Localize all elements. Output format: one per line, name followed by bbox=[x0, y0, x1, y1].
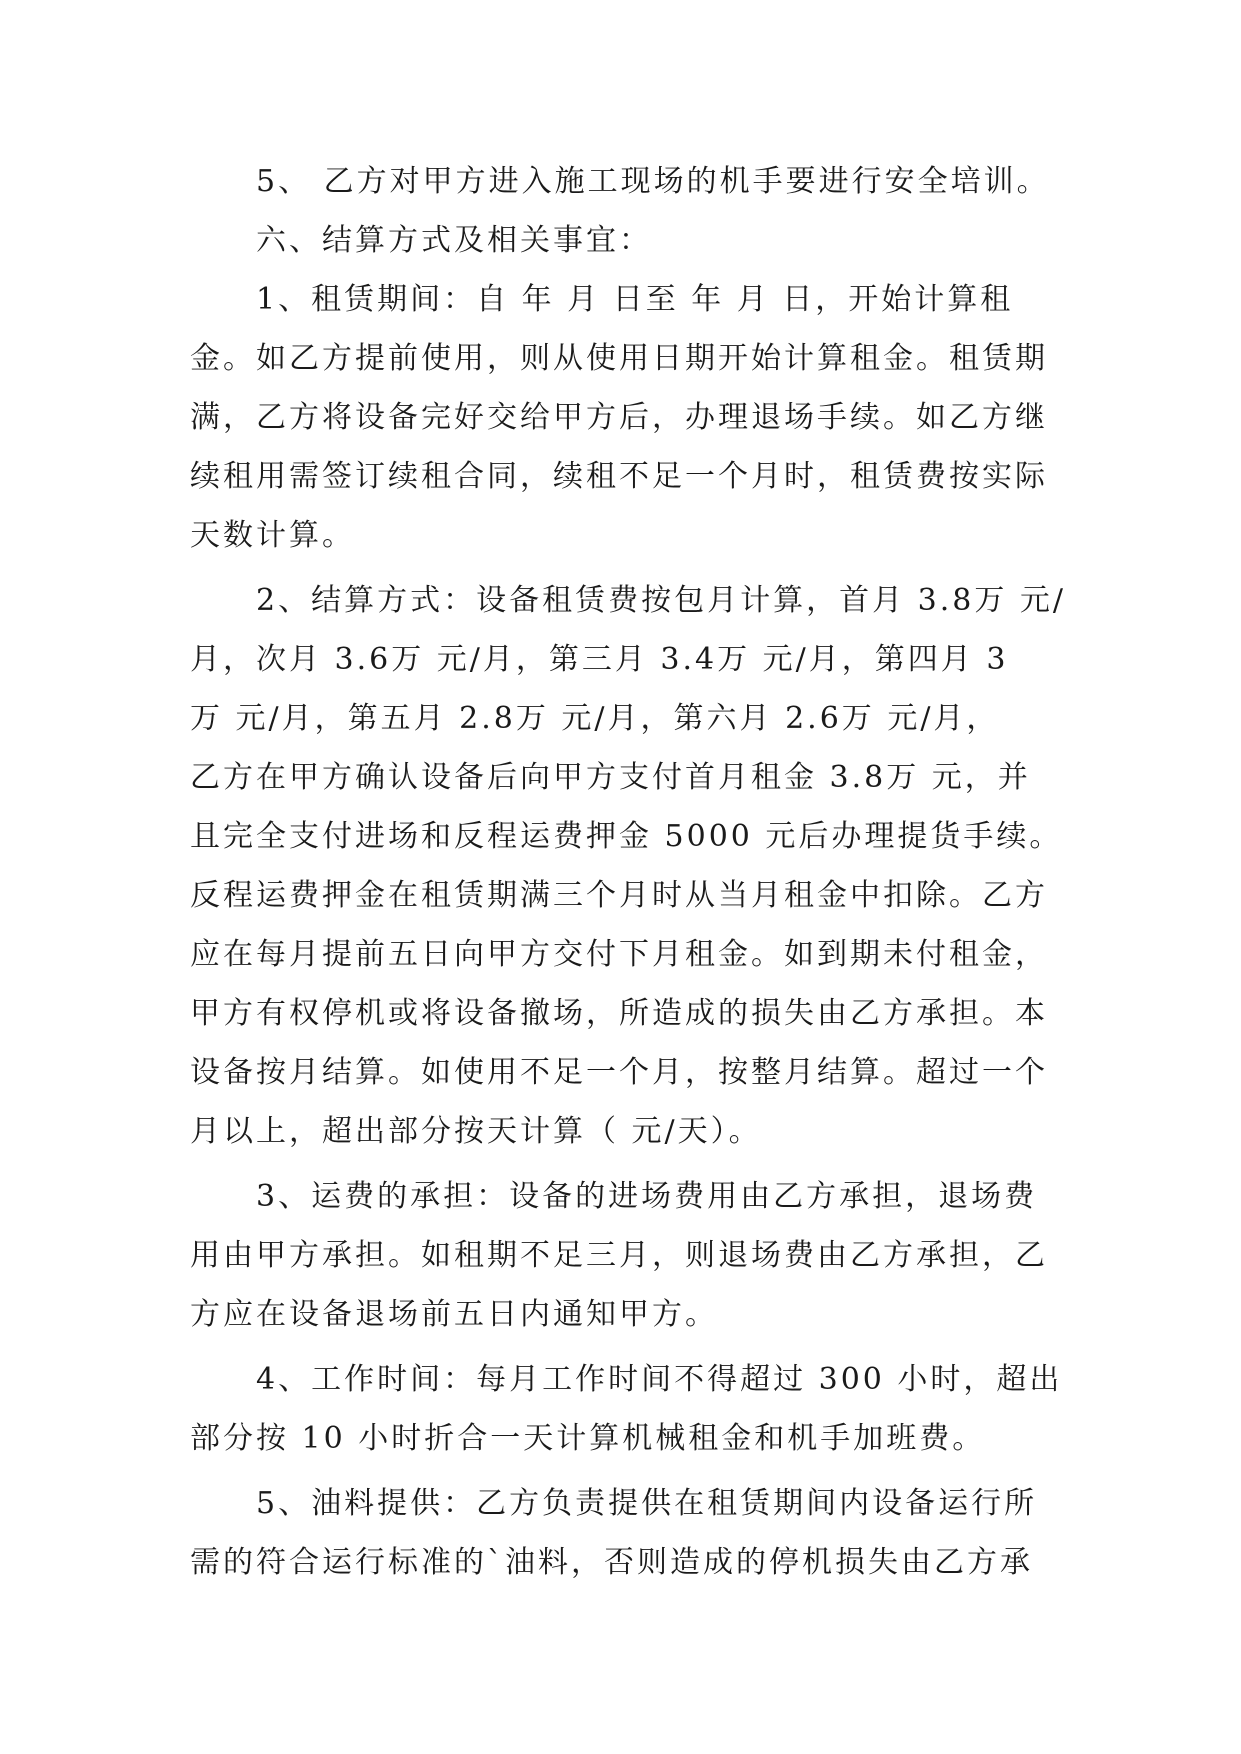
clause-3-line-1: 3、运费的承担：设备的进场费用由乙方承担，退场费 bbox=[256, 1179, 1038, 1214]
clause-3-line-3: 方应在设备退场前五日内通知甲方。 bbox=[190, 1297, 718, 1332]
clause-5-fuel-line-2: 需的符合运行标准的`油料，否则造成的停机损失由乙方承 bbox=[190, 1545, 1033, 1580]
clause-2-line-4: 乙方在甲方确认设备后向甲方支付首月租金 3.8万 元，并 bbox=[190, 760, 1031, 795]
clause-2-line-3: 万 元/月，第五月 2.8万 元/月，第六月 2.6万 元/月， bbox=[190, 701, 1000, 736]
clause-1-line-2: 金。如乙方提前使用，则从使用日期开始计算租金。租赁期 bbox=[190, 341, 1048, 376]
clause-1-line-5: 天数计算。 bbox=[190, 518, 355, 553]
clause-2-line-8: 甲方有权停机或将设备撤场，所造成的损失由乙方承担。本 bbox=[190, 996, 1048, 1031]
clause-3-line-2: 用由甲方承担。如租期不足三月，则退场费由乙方承担，乙 bbox=[190, 1238, 1048, 1273]
clause-2-line-5: 且完全支付进场和反程运费押金 5000 元后办理提货手续。 bbox=[190, 819, 1063, 854]
clause-2-line-1: 2、结算方式：设备租赁费按包月计算，首月 3.8万 元/ bbox=[256, 583, 1066, 618]
clause-5-fuel-line-1: 5、油料提供：乙方负责提供在租赁期间内设备运行所 bbox=[256, 1486, 1038, 1521]
clause-2-line-7: 应在每月提前五日向甲方交付下月租金。如到期未付租金， bbox=[190, 937, 1048, 972]
clause-1-line-4: 续租用需签订续租合同，续租不足一个月时，租赁费按实际 bbox=[190, 459, 1048, 494]
clause-4-line-2: 部分按 10 小时折合一天计算机械租金和机手加班费。 bbox=[190, 1421, 986, 1456]
clause-2-line-6: 反程运费押金在租赁期满三个月时从当月租金中扣除。乙方 bbox=[190, 878, 1048, 913]
section-6-heading: 六、结算方式及相关事宜： bbox=[256, 223, 652, 258]
clause-2-line-9: 设备按月结算。如使用不足一个月，按整月结算。超过一个 bbox=[190, 1055, 1048, 1090]
clause-2-line-2: 月，次月 3.6万 元/月，第三月 3.4万 元/月，第四月 3 bbox=[190, 642, 1009, 677]
clause-2-line-10: 月以上，超出部分按天计算（ 元/天）。 bbox=[190, 1114, 762, 1149]
document-body bbox=[190, 152, 1066, 1592]
clause-1-line-3: 满，乙方将设备完好交给甲方后，办理退场手续。如乙方继 bbox=[190, 400, 1048, 435]
clause-1-line-1: 1、租赁期间：自 年 月 日至 年 月 日，开始计算租 bbox=[256, 282, 1014, 317]
clause-5-safety-training: 5、 乙方对甲方进入施工现场的机手要进行安全培训。 bbox=[256, 164, 1050, 199]
clause-4-line-1: 4、工作时间：每月工作时间不得超过 300 小时，超出 bbox=[256, 1362, 1063, 1397]
